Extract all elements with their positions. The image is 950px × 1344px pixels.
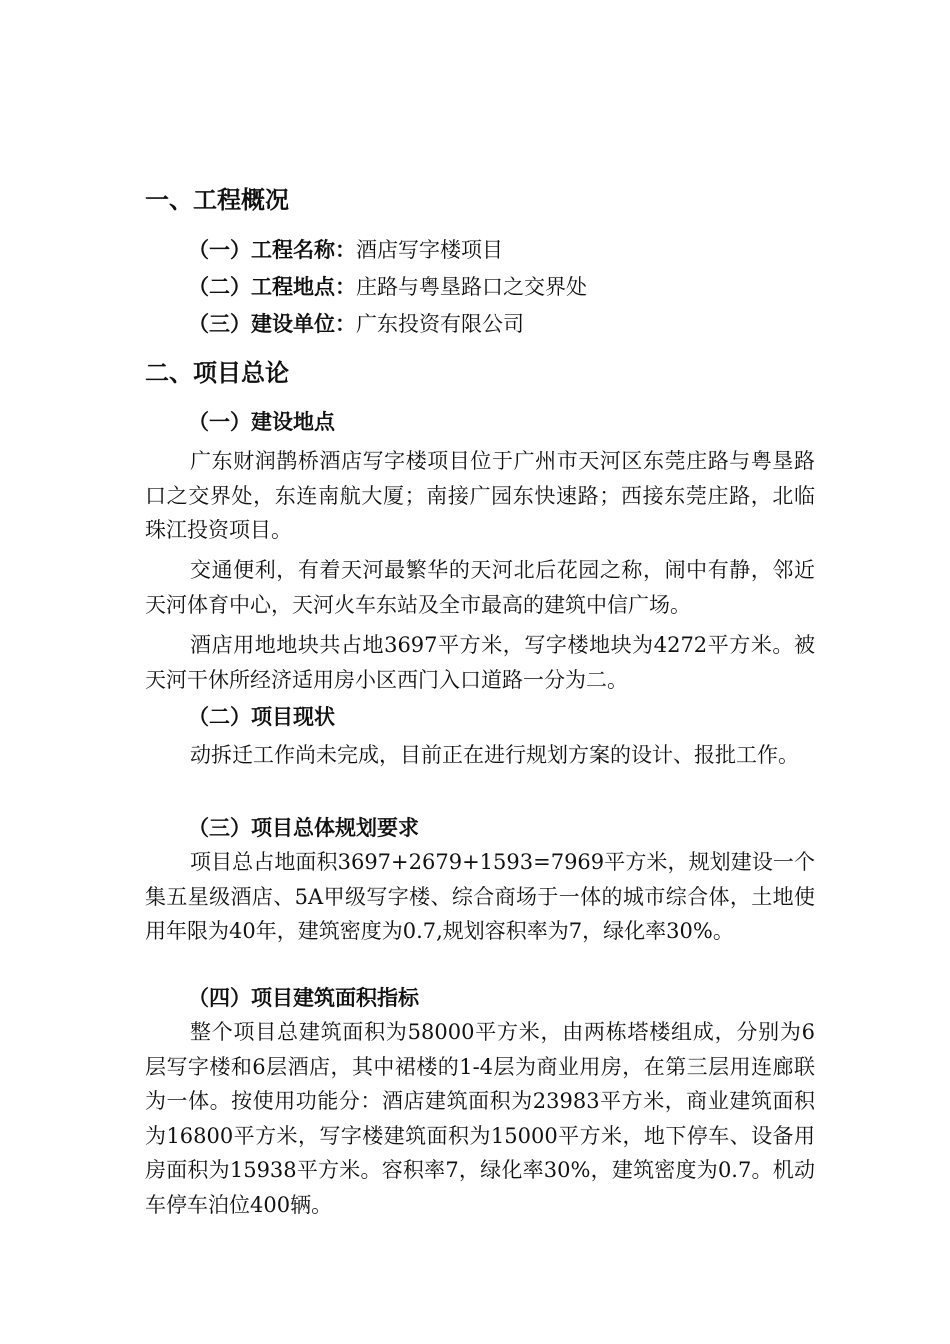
location-paragraph-2: 交通便利，有着天河最繁华的天河北后花园之称，闹中有静，邻近天河体育中心，天河火车东站及全市最高的建筑中信广场。 bbox=[145, 558, 815, 617]
subsection-planning-heading: （三）项目总体规划要求 bbox=[188, 816, 419, 840]
construction-unit-line bbox=[188, 310, 524, 338]
section-2-heading: 二、项目总论 bbox=[145, 359, 289, 387]
section-1-heading: 一、工程概况 bbox=[145, 186, 289, 214]
status-paragraph: 动拆迁工作尚未完成，目前正在进行规划方案的设计、报批工作。 bbox=[190, 743, 799, 767]
subsection-status-heading: （二）项目现状 bbox=[188, 705, 335, 729]
project-location-line bbox=[188, 273, 587, 301]
subsection-area-heading: （四）项目建筑面积指标 bbox=[188, 986, 419, 1010]
construction-unit-value: 广东投资有限公司 bbox=[356, 312, 524, 336]
planning-paragraph: 项目总占地面积3697+2679+1593=7969平方米，规划建设一个集五星级酒店、5A甲级写字楼、综合商场于一体的城市综合体，土地使用年限为40年，建筑密度为0.7,规划容积率为7，绿化率30%。 bbox=[145, 850, 815, 943]
location-paragraph-1: 广东财润鹊桥酒店写字楼项目位于广州市天河区东莞庄路与粤垦路口之交界处，东连南航大厦；南接广园东快速路；西接东莞庄路，北临珠江投资项目。 bbox=[145, 449, 815, 542]
project-name-value: 酒店写字楼项目 bbox=[356, 238, 503, 262]
construction-unit-label: （三）建设单位： bbox=[188, 312, 356, 336]
area-paragraph: 整个项目总建筑面积为58000平方米，由两栋塔楼组成，分别为6层写字楼和6层酒店，其中裙楼的1-4层为商业用房，在第三层用连廊联为一体。按使用功能分：酒店建筑面积为23983平方米，商业建筑面积为16800平方米，写字楼建筑面积为15000平方米，地下停车、设备用房面积为15938平方米。容积率7，绿化率30%，建筑密度为0.7。机动车停车泊位400辆。 bbox=[145, 1020, 815, 1217]
location-paragraph-3: 酒店用地地块共占地3697平方米，写字楼地块为4272平方米。被天河干休所经济适用房小区西门入口道路一分为二。 bbox=[145, 633, 815, 692]
project-location-value: 庄路与粤垦路口之交界处 bbox=[356, 275, 587, 299]
subsection-location-heading: （一）建设地点 bbox=[188, 410, 335, 434]
project-location-label: （二）工程地点： bbox=[188, 275, 356, 299]
project-name-label: （一）工程名称： bbox=[188, 238, 356, 262]
project-name-line bbox=[188, 236, 503, 264]
